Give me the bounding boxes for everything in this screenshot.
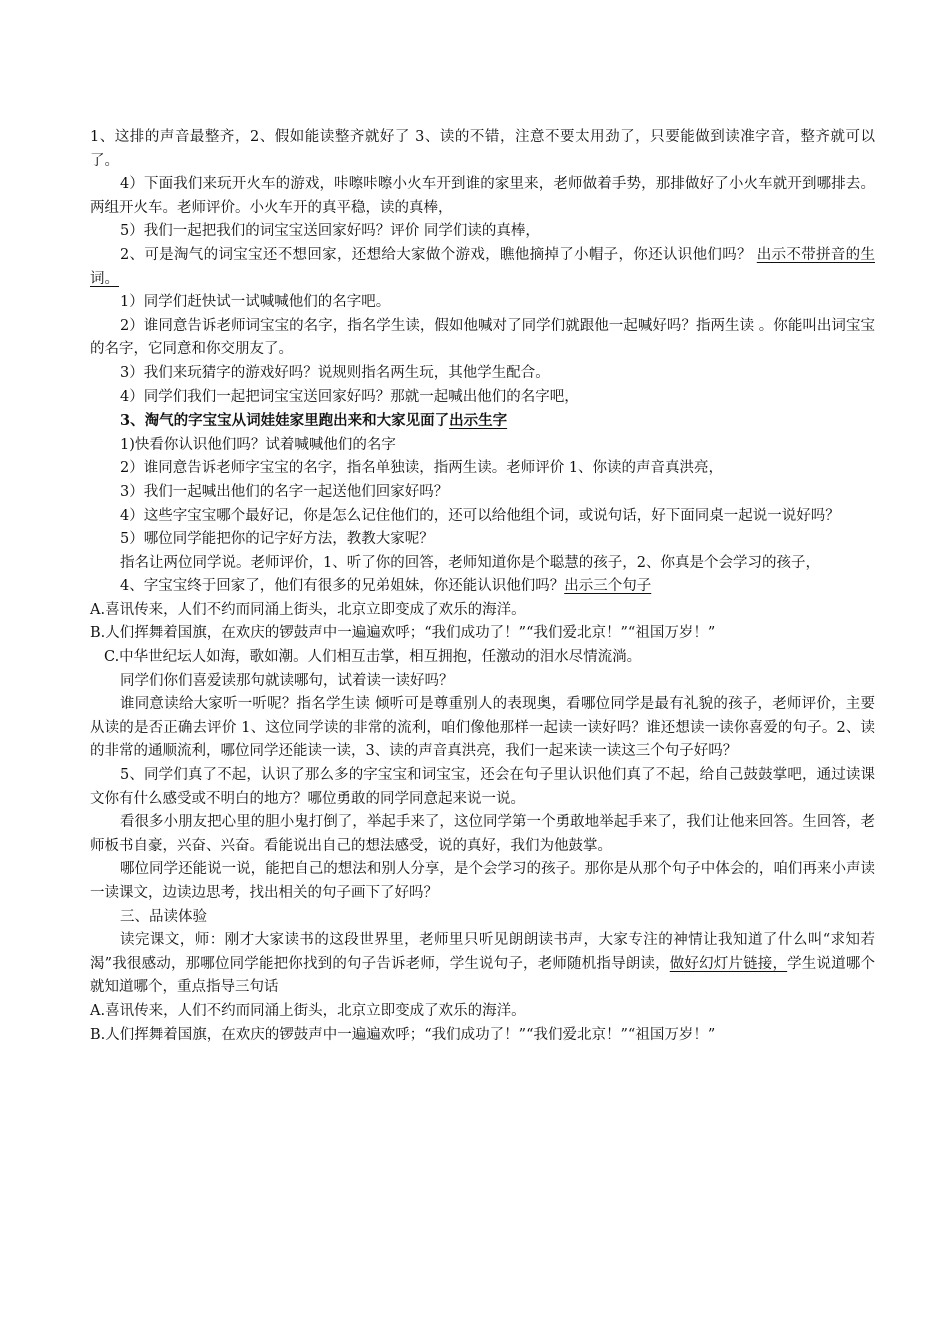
paragraph-p5 (90, 291, 875, 315)
paragraph-text: 5、同学们真了不起，认识了那么多的字宝宝和词宝宝，还会在句子里认识他们真了不起，给自己鼓鼓掌吧，通过读课文你有什么感受或不明白的地方？哪位勇敢的同学同意起来说一说。 (90, 767, 875, 807)
paragraph-p28 (90, 1024, 875, 1048)
paragraph-text: A.喜讯传来，人们不约而同涌上街头，北京立即变成了欢乐的海洋。 (90, 601, 526, 618)
paragraph-p24 (90, 858, 875, 905)
paragraph-text: C.中华世纪坛人如海，歌如潮。人们相互击掌，相互拥抱，任激动的泪水尽情流淌。 (104, 649, 642, 666)
paragraph-p18 (90, 622, 875, 646)
paragraph-p16 (90, 575, 875, 599)
paragraph-text: B.人们挥舞着国旗，在欢庆的锣鼓声中一遍遍欢呼；“我们成功了！”“我们爱北京！”“祖国万岁！” (90, 625, 716, 642)
paragraph-p17 (90, 599, 875, 623)
paragraph-p9 (90, 409, 875, 434)
paragraph-text: 哪位同学还能说一说，能把自己的想法和别人分享，是个会学习的孩子。那你是从那个句子中体会的，咱们再来小声读一读课文，边读边思考，找出相关的句子画下了好吗？ (90, 861, 875, 901)
paragraph-p23 (90, 811, 875, 858)
underlined-text: 出示三个句子 (564, 578, 652, 595)
paragraph-text: 2）谁同意告诉老师词宝宝的名字，指名学生读，假如他喊对了同学们就跟他一起喊好吗？指两生读 。你能叫出词宝宝的名字，它同意和你交朋友了。 (90, 317, 875, 358)
paragraph-p25 (90, 906, 875, 930)
paragraph-text: 读完课文，师：刚才大家读书的这段世界里，老师里只听见朗朗读书声，大家专注的神情让我知道了什么叫“求知若渴”我很感动，那哪位同学能把你找到的句子告诉老师，学生说句子，老师随机指导朗读， (90, 932, 875, 972)
paragraph-text: 5）哪位同学能把你的记字好方法，教教大家呢？ (120, 531, 434, 548)
paragraph-text: 1)快看你认识他们吗？试着喊喊他们的名字 (120, 436, 396, 453)
paragraph-text: 谁同意读给大家听一听呢？指名学生读 倾听可是尊重别人的表现奥，看哪位同学是最有礼貌的孩子，老师评价，主要从读的是否正确去评价 1、这位同学读的非常的流利，咱们像他那样一起读一读好吗？谁还想读一读你喜爱的句子。2、读的非常的通顺流利，哪位同学还能读一读，3、读的声音真洪亮，我们一起来读一读这三个句子好吗？ (90, 696, 875, 760)
paragraph-p14 (90, 528, 875, 552)
paragraph-p22 (90, 764, 875, 811)
paragraph-p27 (90, 1000, 875, 1024)
paragraph-p3 (90, 220, 875, 244)
paragraph-text: 学生说道哪个就知道哪个，重点指导三句话 (90, 955, 875, 996)
paragraph-text: 3）我们一起喊出他们的名字一起送他们回家好吗？ (120, 483, 449, 500)
paragraph-text: 4）这些字宝宝哪个最好记，你是怎么记住他们的，还可以给他组个词，或说句话，好下面同桌一起说一说好吗？ (120, 507, 840, 524)
paragraph-p8 (90, 386, 875, 410)
paragraph-p19 (90, 646, 875, 670)
paragraph-p4 (90, 244, 875, 291)
paragraph-text: B.人们挥舞着国旗，在欢庆的锣鼓声中一遍遍欢呼；“我们成功了！”“我们爱北京！”“祖国万岁！” (90, 1026, 716, 1043)
paragraph-text: 三、品读体验 (120, 908, 207, 925)
paragraph-text: 5）我们一起把我们的词宝宝送回家好吗？评价 同学们读的真棒， (120, 223, 540, 240)
paragraph-p7 (90, 362, 875, 386)
paragraph-text: 4）同学们我们一起把词宝宝送回家好吗？那就一起喊出他们的名字吧， (120, 388, 579, 405)
paragraph-text: 同学们你们喜爱读那句就读哪句，试着读一读好吗？ (120, 672, 454, 689)
paragraph-p12 (90, 481, 875, 505)
paragraph-text: 2）谁同意告诉老师字宝宝的名字，指名单独读，指两生读。老师评价 1、你读的声音真洪亮， (120, 460, 724, 477)
paragraph-text: 1）同学们赶快试一试喊喊他们的名字吧。 (120, 294, 391, 311)
paragraph-p11 (90, 457, 875, 481)
paragraph-p13 (90, 505, 875, 529)
paragraph-text: 1、这排的声音最整齐，2、假如能读整齐就好了 3、读的不错，注意不要太用劲了，只要能做到读准字音，整齐就可以了。 (90, 129, 875, 169)
paragraph-p10 (90, 434, 875, 458)
paragraph-p1 (90, 126, 875, 173)
document-body (90, 126, 875, 1047)
paragraph-p15 (90, 552, 875, 576)
underlined-text: 做好幻灯片链接， (669, 955, 788, 972)
paragraph-p2 (90, 173, 875, 220)
paragraph-p6 (90, 315, 875, 362)
paragraph-text: 看很多小朋友把心里的胆小鬼打倒了，举起手来了，这位同学第一个勇敢地举起手来了，我们让他来回答。生回答，老师板书自豪，兴奋、兴奋。看能说出自己的想法感受，说的真好，我们为他鼓掌。 (90, 814, 875, 854)
paragraph-p21 (90, 693, 875, 764)
bold-text: 3、淘气的字宝宝从词娃娃家里跑出来和大家见面了 (120, 412, 450, 430)
paragraph-text: 指名让两位同学说。老师评价，1、听了你的回答，老师知道你是个聪慧的孩子，2、你真是个会学习的孩子， (120, 554, 820, 571)
paragraph-p20 (90, 670, 875, 694)
paragraph-text: 4）下面我们来玩开火车的游戏，咔嚓咔嚓小火车开到谁的家里来，老师做着手势，那排做好了小火车就开到哪排去。两组开火车。老师评价。小火车开的真平稳，读的真棒， (90, 176, 875, 216)
paragraph-text: A.喜讯传来，人们不约而同涌上街头，北京立即变成了欢乐的海洋。 (90, 1002, 526, 1019)
underlined-text: 出示生字 (449, 412, 508, 430)
paragraph-text: 2、可是淘气的词宝宝还不想回家，还想给大家做个游戏，瞧他摘掉了小帽子，你还认识他们吗？ (120, 246, 757, 263)
underlined-text: 出示不带拼音的生词。 (90, 246, 875, 287)
paragraph-text: 4、字宝宝终于回家了，他们有很多的兄弟姐妹，你还能认识他们吗？ (120, 578, 565, 595)
paragraph-p26 (90, 929, 875, 1000)
paragraph-text: 3）我们来玩猜字的游戏好吗？说规则指名两生玩，其他学生配合。 (120, 364, 550, 381)
